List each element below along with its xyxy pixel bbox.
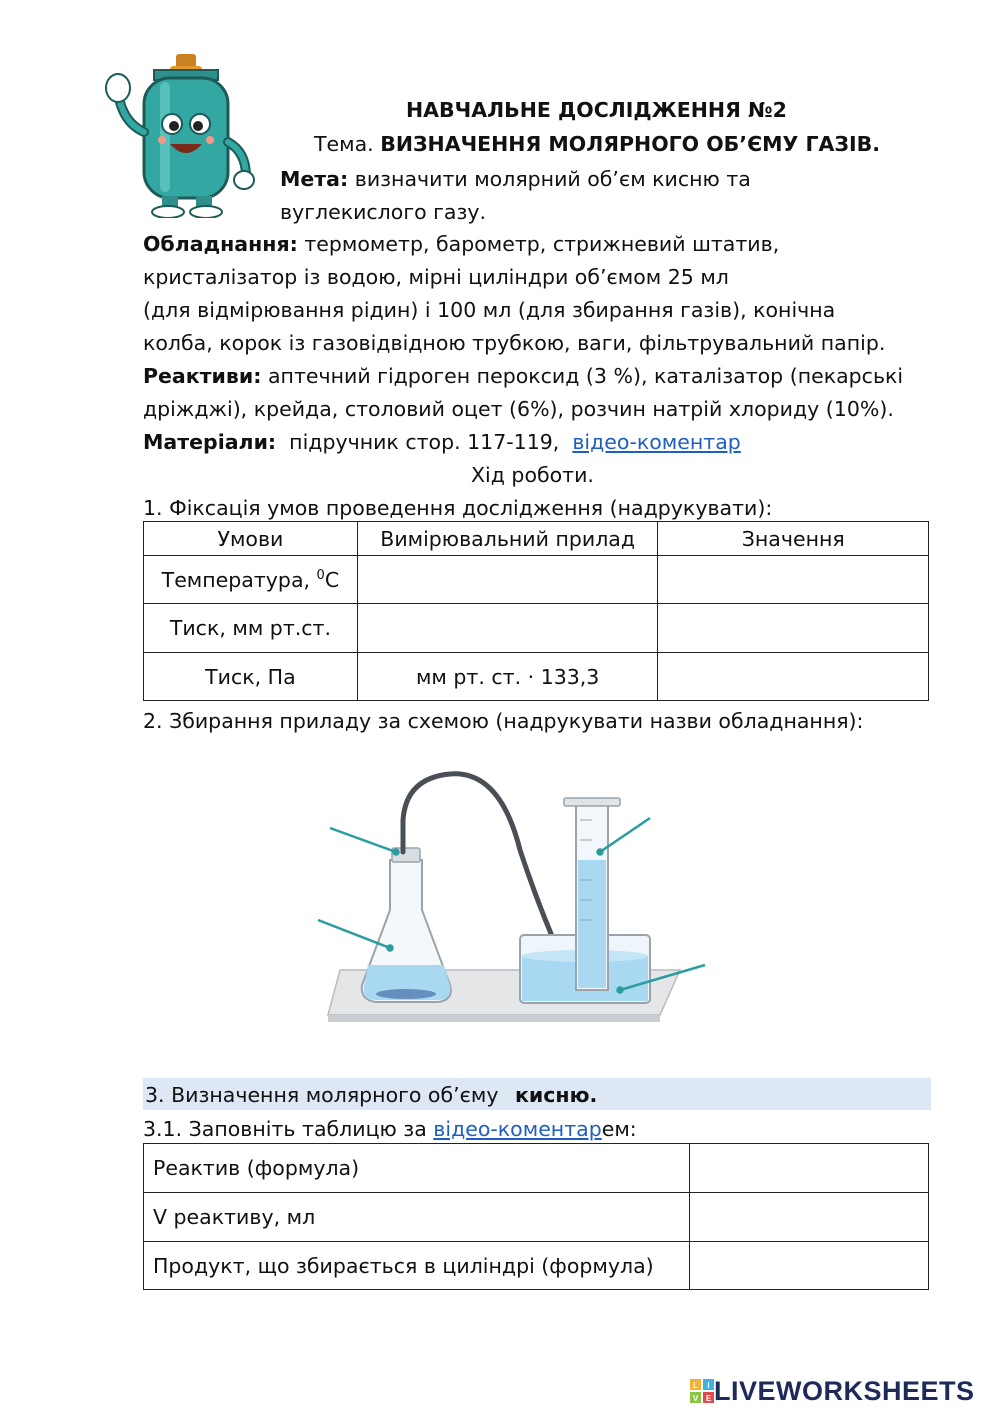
- topic-title: ВИЗНАЧЕННЯ МОЛЯРНОГО ОБ’ЄМУ ГАЗІВ.: [380, 132, 881, 156]
- oxygen-table: [143, 1143, 929, 1290]
- reagent-formula-input[interactable]: [690, 1144, 929, 1193]
- value-input[interactable]: [658, 604, 929, 653]
- table-row: [144, 556, 929, 604]
- condition-pressure-pa: Тиск, Па: [144, 653, 358, 701]
- brand-name: LIVEWORKSHEETS: [714, 1376, 975, 1406]
- materials-label: Матеріали:: [143, 430, 277, 454]
- equipment-line-1: [143, 232, 779, 256]
- gas-cylinder-mascot-icon: [104, 52, 256, 218]
- step3-text: 3. Визначення молярного об’єму: [145, 1083, 499, 1107]
- value-input[interactable]: [658, 653, 929, 701]
- step3-bold: кисню.: [515, 1083, 598, 1107]
- device-formula: мм рт. ст. · 133,3: [357, 653, 658, 701]
- logo-letter: I: [707, 1381, 710, 1390]
- goal-line-1: [280, 167, 751, 191]
- header-value: Значення: [658, 522, 929, 556]
- product-formula-label: Продукт, що збирається в циліндрі (формула): [144, 1242, 690, 1290]
- logo-letter: E: [705, 1394, 712, 1403]
- step2-text: 2. Збирання приладу за схемою (надрукувати назви обладнання):: [143, 709, 864, 733]
- logo-letter: V: [692, 1394, 699, 1403]
- table-row: [144, 1242, 929, 1290]
- materials-text: підручник стор. 117-119,: [276, 430, 573, 454]
- goal-line-2: вуглекислого газу.: [280, 200, 487, 224]
- equipment-line-2: кристалізатор із водою, мірні циліндри об’ємом 25 мл: [143, 265, 729, 289]
- video-comment-link[interactable]: відео-коментар: [572, 430, 741, 454]
- value-input[interactable]: [658, 556, 929, 604]
- equipment-line-3: (для відмірювання рідин) і 100 мл (для збирання газів), конічна: [143, 298, 836, 322]
- header-conditions: Умови: [144, 522, 358, 556]
- equipment-text-1: термометр, барометр, стрижневий штатив,: [297, 232, 780, 256]
- liveworksheets-logo-icon: [690, 1379, 714, 1403]
- topic-line: [314, 132, 880, 156]
- pointer-flask: [318, 920, 390, 948]
- device-input[interactable]: [357, 604, 658, 653]
- apparatus-diagram: [310, 760, 720, 1030]
- reagents-line-1: [143, 364, 903, 388]
- goal-label: Мета:: [280, 167, 349, 191]
- topic-prefix: Тема.: [314, 132, 381, 156]
- table-row: [144, 1193, 929, 1242]
- header-device: Вимірювальний прилад: [357, 522, 658, 556]
- materials-line: [143, 430, 741, 454]
- step1-text: 1. Фіксація умов проведення дослідження (надрукувати):: [143, 496, 773, 520]
- liveworksheets-logo: [690, 1376, 975, 1407]
- worksheet-title: НАВЧАЛЬНЕ ДОСЛІДЖЕННЯ №2: [406, 98, 787, 122]
- equipment-line-4: колба, корок із газовідвідною трубкою, ваги, фільтрувальний папір.: [143, 331, 886, 355]
- reagents-line-2: дріжджі), крейда, столовий оцет (6%), розчин натрій хлориду (10%).: [143, 397, 894, 421]
- equipment-label: Обладнання:: [143, 232, 298, 256]
- logo-letter: L: [693, 1381, 698, 1390]
- reagent-volume-input[interactable]: [690, 1193, 929, 1242]
- reagent-formula-label: Реактив (формула): [144, 1144, 690, 1193]
- conditions-table: [143, 521, 929, 701]
- reagent-volume-label: V реактиву, мл: [144, 1193, 690, 1242]
- reagents-text-1: аптечний гідроген пероксид (3 %), каталізатор (пекарські: [261, 364, 904, 388]
- goal-text-1: визначити молярний об’єм кисню та: [348, 167, 751, 191]
- procedure-heading: Хід роботи.: [471, 463, 594, 487]
- device-input[interactable]: [357, 556, 658, 604]
- condition-temperature: Температура, $^0$С: [144, 556, 358, 604]
- table-row: [144, 653, 929, 701]
- conical-flask-icon: [362, 848, 451, 1002]
- step3-1-text: 3.1. Заповніть таблицю за: [143, 1117, 434, 1141]
- step3-1-line: [143, 1117, 637, 1141]
- step3-1-suffix: ем:: [601, 1117, 637, 1141]
- table-row: [144, 604, 929, 653]
- video-comment-link-2[interactable]: відео-коментар: [433, 1117, 602, 1141]
- product-formula-input[interactable]: [690, 1242, 929, 1290]
- condition-pressure-mmhg: Тиск, мм рт.ст.: [144, 604, 358, 653]
- table-row: [144, 1144, 929, 1193]
- conditions-header-row: [144, 522, 929, 556]
- reagents-label: Реактиви:: [143, 364, 262, 388]
- pointer-stopper: [330, 828, 396, 852]
